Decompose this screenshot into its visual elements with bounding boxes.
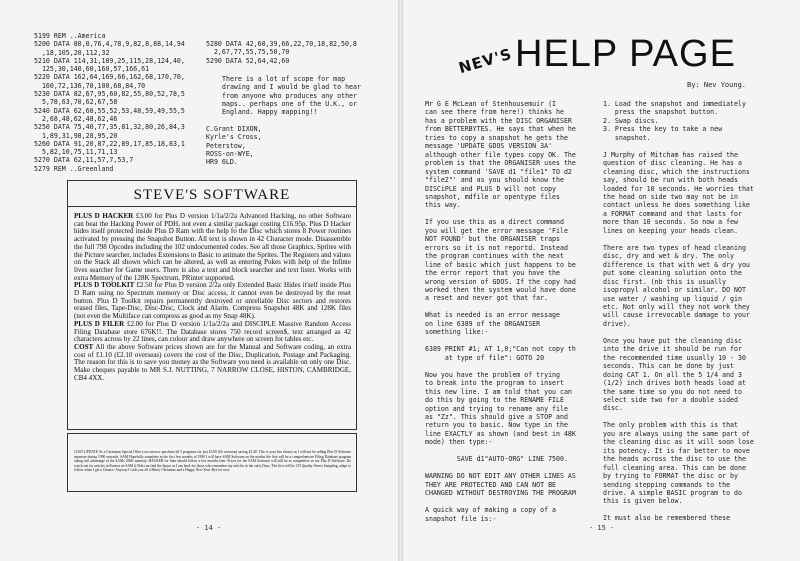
- text-line: line of basic which just happens to be: [425, 260, 576, 269]
- text-line: full cleaning area. This can be done: [603, 463, 746, 472]
- text-line: drive).: [603, 319, 631, 328]
- blank-line: [425, 498, 603, 507]
- text-line: the heads across the disc to use the: [603, 455, 746, 464]
- text-line: Mr G E McLean of Stenhousemuir (I: [425, 100, 557, 108]
- text-line: into the drive it should be run for: [603, 345, 742, 354]
- product-name: PLUS D HACKER: [74, 212, 134, 220]
- text-line: 1,89,31,98,28,95,20: [34, 131, 118, 140]
- author-address: [206, 125, 326, 166]
- text-line: 5279 REM ..Greenland: [34, 164, 114, 173]
- text-line: Peterstow,: [206, 141, 246, 150]
- text-line: "file2"' and as you should know the: [425, 176, 564, 185]
- text-line: NOT FOUND' but the ORGANISER traps: [425, 235, 560, 244]
- advert-body: [74, 213, 351, 382]
- text-line: England. Happy mapping!!: [222, 108, 318, 117]
- text-line: the head on side two may not be in: [603, 193, 738, 202]
- text-line: 5,78,63,70,62,67,58: [34, 98, 118, 107]
- text-line: on line 6389 of the ORGANISER: [425, 319, 541, 328]
- text-line: disc, dry and wet & dry. The only: [603, 252, 735, 261]
- advert-title: STEVE'S SOFTWARE: [68, 184, 356, 207]
- product-text: £2.50 for Plus D version 2/2a only Extended Basic Hides it'self inside Plus D Ram using no Spectrum memory or Disc access, it cannot even be destroyed by the reset button. Plus D Toolkit repairs permanently destroyed or unreliable Disc sectors and restores erased files, Tape-Disc, Disc-Disc, Clock and Alarm. Compress Snapshot 48K and 128K files (not even the Multiface can compress as good as my Snap 48K).: [74, 281, 351, 321]
- text-line: a FORMAT command and that lasts for: [603, 209, 742, 218]
- text-line: 5280 DATA 42,60,39,66,22,70,18,82,50,8: [206, 40, 357, 48]
- text-line: It must also be remembered these: [603, 514, 731, 523]
- advert-paragraph: [74, 282, 351, 321]
- text-line: this way.: [425, 201, 461, 210]
- text-line: the error report that you have the: [425, 269, 560, 278]
- text-line: 1. Load the snapshot and immediately: [603, 100, 746, 108]
- text-line: use water / washing up liquid / gin: [603, 294, 742, 303]
- text-line: CHANGED WITHOUT DESTROYING THE PROGRAM: [425, 489, 576, 498]
- text-line: the same time so you do not need to: [603, 387, 742, 396]
- product-name: PLUS D FILER: [74, 319, 125, 328]
- byline: By: Nev Young.: [687, 81, 747, 89]
- text-line: wrong version of GDOS. If the copy had: [425, 277, 576, 286]
- text-line: you are always using the same part of: [603, 429, 750, 438]
- text-line: Once you have put the cleaning disc: [603, 336, 742, 345]
- text-line: 2. Swap discs.: [603, 116, 659, 125]
- text-line: 125,30,140,60,160,57,166,61: [34, 65, 150, 74]
- text-line: contact unless he does something like: [603, 201, 750, 210]
- text-line: maps.. perhaps one of the U.K., or: [222, 99, 357, 108]
- text-line: to break into the program to insert: [425, 379, 564, 388]
- text-line: can see there from here!) thinks he: [425, 108, 564, 117]
- text-line: cleaning disc, which the instructions: [603, 167, 750, 176]
- blank-line: [425, 447, 603, 456]
- text-line: difference is that with wet & dry you: [603, 260, 750, 269]
- text-line: etc. Not only will they not work they: [603, 302, 750, 311]
- text-line: at type of file": GOTO 20: [425, 353, 545, 362]
- blank-line: [425, 303, 603, 312]
- text-line: return you to basic. Now type in the: [425, 421, 568, 430]
- text-line: the recommended time usually 10 - 30: [603, 353, 746, 362]
- text-line: system command 'SAVE d1 "file1" TO d2: [425, 167, 572, 176]
- text-line: snapshot file is:-: [425, 514, 497, 523]
- text-line: select side two for a double sided: [603, 396, 738, 404]
- text-line: Now you have the problem of trying: [425, 370, 560, 379]
- text-line: a reset and never got that far.: [425, 294, 549, 303]
- text-line: 5240 DATA 62,60,55,52,53,48,59,49,55,5: [34, 106, 185, 115]
- text-line: There are two types of head cleaning: [603, 243, 746, 252]
- text-line: There is a lot of scope for map: [222, 75, 346, 83]
- basic-listing-left: [34, 32, 224, 173]
- blank-line: [425, 464, 603, 473]
- text-line: mode) then type:-: [425, 438, 493, 447]
- text-line: isopropyl alcohol or similar. DO NOT: [603, 286, 746, 295]
- blank-line: [603, 328, 793, 337]
- text-line: option and trying to rename any file: [425, 404, 568, 413]
- right-page: [403, 0, 800, 561]
- text-line: say, should be run with both heads: [603, 176, 738, 185]
- text-line: THEY ARE PROTECTED AND CAN NOT BE: [425, 480, 557, 489]
- text-line: from anyone who produces any other: [222, 91, 357, 100]
- text-line: more than 10 seconds. So now a few: [603, 218, 738, 227]
- cost-update-box: [67, 433, 357, 492]
- advert-paragraph: [74, 213, 351, 282]
- text-line: press the snapshot button.: [603, 108, 719, 117]
- text-line: 5250 DATA 75,40,77,35,81,32,80,26,84,3: [34, 123, 185, 132]
- steves-software-advert: [67, 180, 357, 430]
- text-line: tries to copy a snapshot he gets the: [425, 133, 568, 142]
- text-line: (1/2) inch drives both heads load at: [603, 379, 746, 388]
- text-line: worked then the system would have done: [425, 286, 576, 295]
- text-line: 160,72,136,70,100,68,84,70: [34, 81, 146, 90]
- text-line: seconds. This can be done by just: [603, 362, 735, 371]
- article-column-2: [603, 100, 793, 523]
- blank-line: [425, 337, 603, 346]
- text-line: question of disc cleaning. He has a: [603, 159, 742, 168]
- text-line: SAVE d1"AUTO-ORG" LINE 7500.: [425, 455, 568, 464]
- text-line: will cause irrevocable damage to your: [603, 311, 750, 320]
- advert-paragraph: [74, 321, 351, 344]
- text-line: WARNING DO NOT EDIT ANY OTHER LINES AS: [425, 472, 576, 481]
- page-title: HELP PAGE: [515, 33, 736, 75]
- basic-listing-right: [206, 40, 396, 65]
- product-name: COST: [74, 342, 94, 351]
- blank-line: [603, 413, 793, 422]
- product-text: £3.00 for Plus D version 1/1a/2/2a Advanced Hacking, no other Software can beat the Hacking Power of PDH, not even a similar package costing £16.95p. Plus D Hacker hides itself protected inside Plus D Ram with the help fo the Disc which stores 8 Power routines activated by pressing the Snapshot Button. All text is shown in 42 Character mode. Disassemble the full 798 Opcodes including the 102 undocumented codes. See all those Graphics, Sprites with the Picture searcher, includes Extensions to Basic to animate the Sprites. The Registers and values on the Stack all shown which can be altered, as well as entering Pokes with help of the Infinte lives searcher for Game users. There is also a text and block searcher and text lister. Works with extra Memory of the 128K Spectrum, PRinter supported.: [74, 212, 351, 282]
- text-line: disc first. (nb this is usually: [603, 277, 727, 286]
- page-number-right: - 15 -: [589, 524, 615, 532]
- text-line: drawing and I would be glad to hear: [222, 83, 361, 92]
- text-line: the program continues with the next: [425, 252, 564, 261]
- text-line: 5220 DATA 162,64,169,66,162,68,170,70,: [34, 73, 185, 82]
- text-line: this is given below.: [603, 497, 683, 506]
- nevs-logo: NEV'S: [456, 44, 515, 78]
- text-line: its potency. It is far better to move: [603, 446, 750, 455]
- text-line: 5230 DATA 82,67,95,60,82,55,80,52,78,5: [34, 90, 185, 99]
- text-line: What is needed is an error message: [425, 311, 560, 320]
- text-line: 6389 PRINT #1; AT 1,0;"Can not copy th: [425, 345, 576, 354]
- text-line: DISCiPLE and PLUS D will not copy: [425, 184, 557, 193]
- text-line: 5210 DATA 114,31,109,25,115,28,124,40,: [34, 56, 185, 65]
- text-line: HR9 6LD.: [206, 158, 238, 167]
- text-line: message 'UPDATE GDOS VERSION 3A': [425, 142, 553, 151]
- cost-update-text: COST UPDATE As a Christmas Special Offer you can now purchase all 3 programs for just £5.00 (£6 overseas) saving £3.40. This is your last chance as I will not be selling Plus D Software anymore during 1990 onwards. SAM Hopefully sometime in the first few months of 1990 I will have SAM Software on the market the first will be a comprehensive Filing Database program taking full advantage of the SAMs 256K memory. HACKER for Sam should follow a few months later. Prices for the SAM Software will still be as competitive as my Plus D Software. Do watch out for articles in Format on SAM if Bob can find the Space as I am back for those who remember my articles in the early Days. The first will be CD Quality Stereo Sampling, adapt to follow when I get a Chance. Anyway I wish you all a Merry Christmas and a Happy New Year. Bye for now.: [74, 450, 351, 473]
- text-line: as "Zz". This should give a STOP and: [425, 412, 568, 421]
- text-line: line EXACTLY as shown (and best in 48K: [425, 429, 576, 438]
- article-column-1: [425, 100, 603, 523]
- text-line: 5290 DATA 52,64,42,60: [206, 56, 290, 65]
- text-line: although other file types copy OK. The: [425, 150, 576, 159]
- page-number-left: - 14 -: [196, 524, 222, 532]
- text-line: 5260 DATA 91,20,87,22,89,17,85,18,83,1: [34, 139, 185, 148]
- text-line: 3. Press the key to take a new: [603, 125, 723, 134]
- advert-paragraph: [74, 344, 351, 383]
- scope-note: [222, 75, 397, 116]
- text-line: C.Grant DIXON,: [206, 125, 262, 133]
- text-line: drive. A simple BASIC program to do: [603, 489, 742, 498]
- text-line: The only problem with this is that: [603, 421, 738, 430]
- text-line: lines on keeping your heads clean.: [603, 226, 738, 235]
- text-line: loaded for 10 seconds. He worries that: [603, 184, 754, 193]
- blank-line: [603, 235, 793, 244]
- blank-line: [603, 142, 793, 151]
- text-line: snapshot, mdfile or opentype files: [425, 192, 560, 201]
- text-line: 2,67,77,55,75,50,70: [206, 48, 290, 57]
- text-line: has a problem with the DISC ORGANISER: [425, 116, 572, 125]
- text-line: the cleaning disc as it will soon lose: [603, 438, 754, 447]
- text-line: put some cleaning solution onto the: [603, 269, 742, 278]
- text-line: snapshot.: [603, 133, 651, 142]
- text-line: J Murphy of Mitcham has raised the: [603, 150, 738, 159]
- text-line: ROSS-on-WYE,: [206, 149, 254, 158]
- left-page: [0, 0, 398, 561]
- text-line: errors so it is not reportd. Instead: [425, 243, 568, 252]
- product-text: £2.00 for Plus D version 1/1a/2/2a and DISCIPLE Massive Random Access Filing Database store 676K!!. The Database stores 750 record screen$, text arranged as 42 characters across by 22 lines, can colour and draw anywhere on screen for tables etc.: [74, 319, 351, 344]
- text-line: If you use this as a direct command: [425, 218, 564, 227]
- product-text: All the above Software prices shown are for the Manual and Software coding, an extra cost of £1.10 (£2.10 overseas) covers the cost of the Disc, Duplication, Postage and Packaging. The reason for this is to save you money as the Software you need is available on only one Disc. Make cheques payable to MR S.J. NUTTING, 7 NARROW CLOSE, HISTON, CAMBRIDGE, CB4 4XX.: [74, 342, 351, 382]
- text-line: A quick way of making a copy of a: [425, 506, 557, 515]
- text-line: 5200 DATA 80,0,76,4,78,9,82,8,88,14,94: [34, 40, 185, 49]
- text-line: disc.: [603, 404, 623, 413]
- text-line: do this by going to the RENAME FILE: [425, 396, 564, 405]
- text-line: 5199 REM ..America: [34, 32, 106, 40]
- text-line: 5270 DATA 62,11,57,7,53,7: [34, 156, 134, 165]
- product-name: PLUS D TOOLKIT: [74, 281, 135, 290]
- text-line: this new line. I am told that you can: [425, 387, 572, 396]
- text-line: 5,82,10,75,11,71,13: [34, 148, 118, 157]
- text-line: doing CAT 1. On all the 5 1/4 and 3: [603, 370, 742, 379]
- blank-line: [425, 210, 603, 219]
- text-line: ,18,105,20,112,32: [34, 48, 110, 57]
- text-line: sending stepping commands to the: [603, 480, 731, 489]
- text-line: you will get the error message 'File: [425, 226, 568, 235]
- blank-line: [425, 362, 603, 371]
- text-line: 2,68,48,62,48,62,46: [34, 114, 118, 123]
- text-line: something like:-: [425, 328, 489, 337]
- text-line: from BETTERBYTES. He says that when he: [425, 125, 576, 134]
- text-line: problem is that the ORGANISER uses the: [425, 159, 576, 168]
- text-line: by trying to FORMAT the disc or by: [603, 472, 738, 481]
- blank-line: [603, 506, 793, 515]
- text-line: Kyrle's Cross,: [206, 133, 262, 142]
